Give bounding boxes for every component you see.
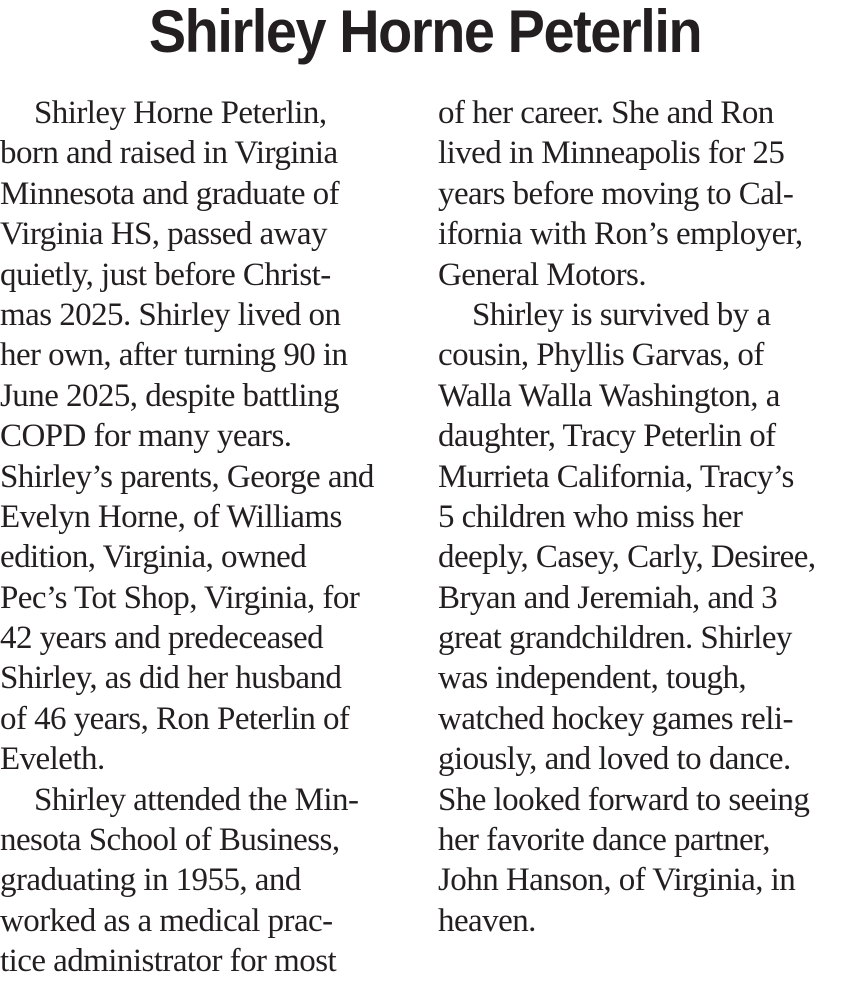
text-line: COPD for many years. [0,418,292,455]
text-line: her favorite dance partner, [438,822,770,859]
text-line: worked as a medical prac- [0,902,333,939]
text-line: Pec’s Tot Shop, Virginia, for [0,579,360,616]
text-line: great grandchildren. Shirley [438,620,792,657]
text-line: years before moving to Cal- [438,175,794,212]
text-line: Shirley’s parents, George and [0,458,374,495]
text-line: quietly, just before Christ- [0,256,331,293]
obituary-column-right [438,93,850,941]
text-line: deeply, Casey, Carly, Desiree, [438,539,816,576]
text-line: daughter, Tracy Peterlin of [438,418,776,455]
text-line: Walla Walla Washington, a [438,377,780,414]
text-line: Virginia HS, passed away [0,216,327,253]
text-line: Shirley, as did her husband [0,660,342,697]
text-line: Minnesota and graduate of [0,175,340,212]
text-line: Evelyn Horne, of Williams [0,498,342,535]
text-line: watched hockey games reli- [438,700,793,737]
text-line: 5 children who miss her [438,498,743,535]
text-line: born and raised in Virginia [0,135,338,172]
text-line: cousin, Phyllis Garvas, of [438,337,764,374]
text-line: was independent, tough, [438,660,747,697]
text-line: 42 years and predeceased [0,620,324,657]
text-line: Murrieta California, Tracy’s [438,458,794,495]
text-line: her own, after turning 90 in [0,337,348,374]
text-line: June 2025, despite battling [0,377,339,414]
text-line: nesota School of Business, [0,822,340,859]
text-line: Shirley Horne Peterlin, [34,95,327,131]
text-line: graduating in 1955, and [0,862,301,899]
text-line: Bryan and Jeremiah, and 3 [438,579,778,616]
text-line: John Hanson, of Virginia, in [438,862,796,899]
obituary-column-left [0,93,420,982]
text-line: mas 2025. Shirley lived on [0,296,341,333]
text-line: Eveleth. [0,741,105,778]
text-line: Shirley attended the Min- [34,781,359,818]
text-line: lived in Minneapolis for 25 [438,135,785,172]
text-line: Shirley is survived by a [472,296,771,333]
text-line: of 46 years, Ron Peterlin of [0,700,350,737]
text-line: tice administrator for most [0,943,337,980]
text-line: She looked forward to seeing [438,781,810,818]
text-line: of her career. She and Ron [438,95,774,131]
text-line: ifornia with Ron’s employer, [438,216,803,253]
obituary-headline: Shirley Horne Peterlin [148,0,702,65]
text-line: giously, and loved to dance. [438,741,791,778]
text-line: heaven. [438,902,536,939]
text-line: edition, Virginia, owned [0,539,307,576]
text-line: General Motors. [438,256,647,293]
